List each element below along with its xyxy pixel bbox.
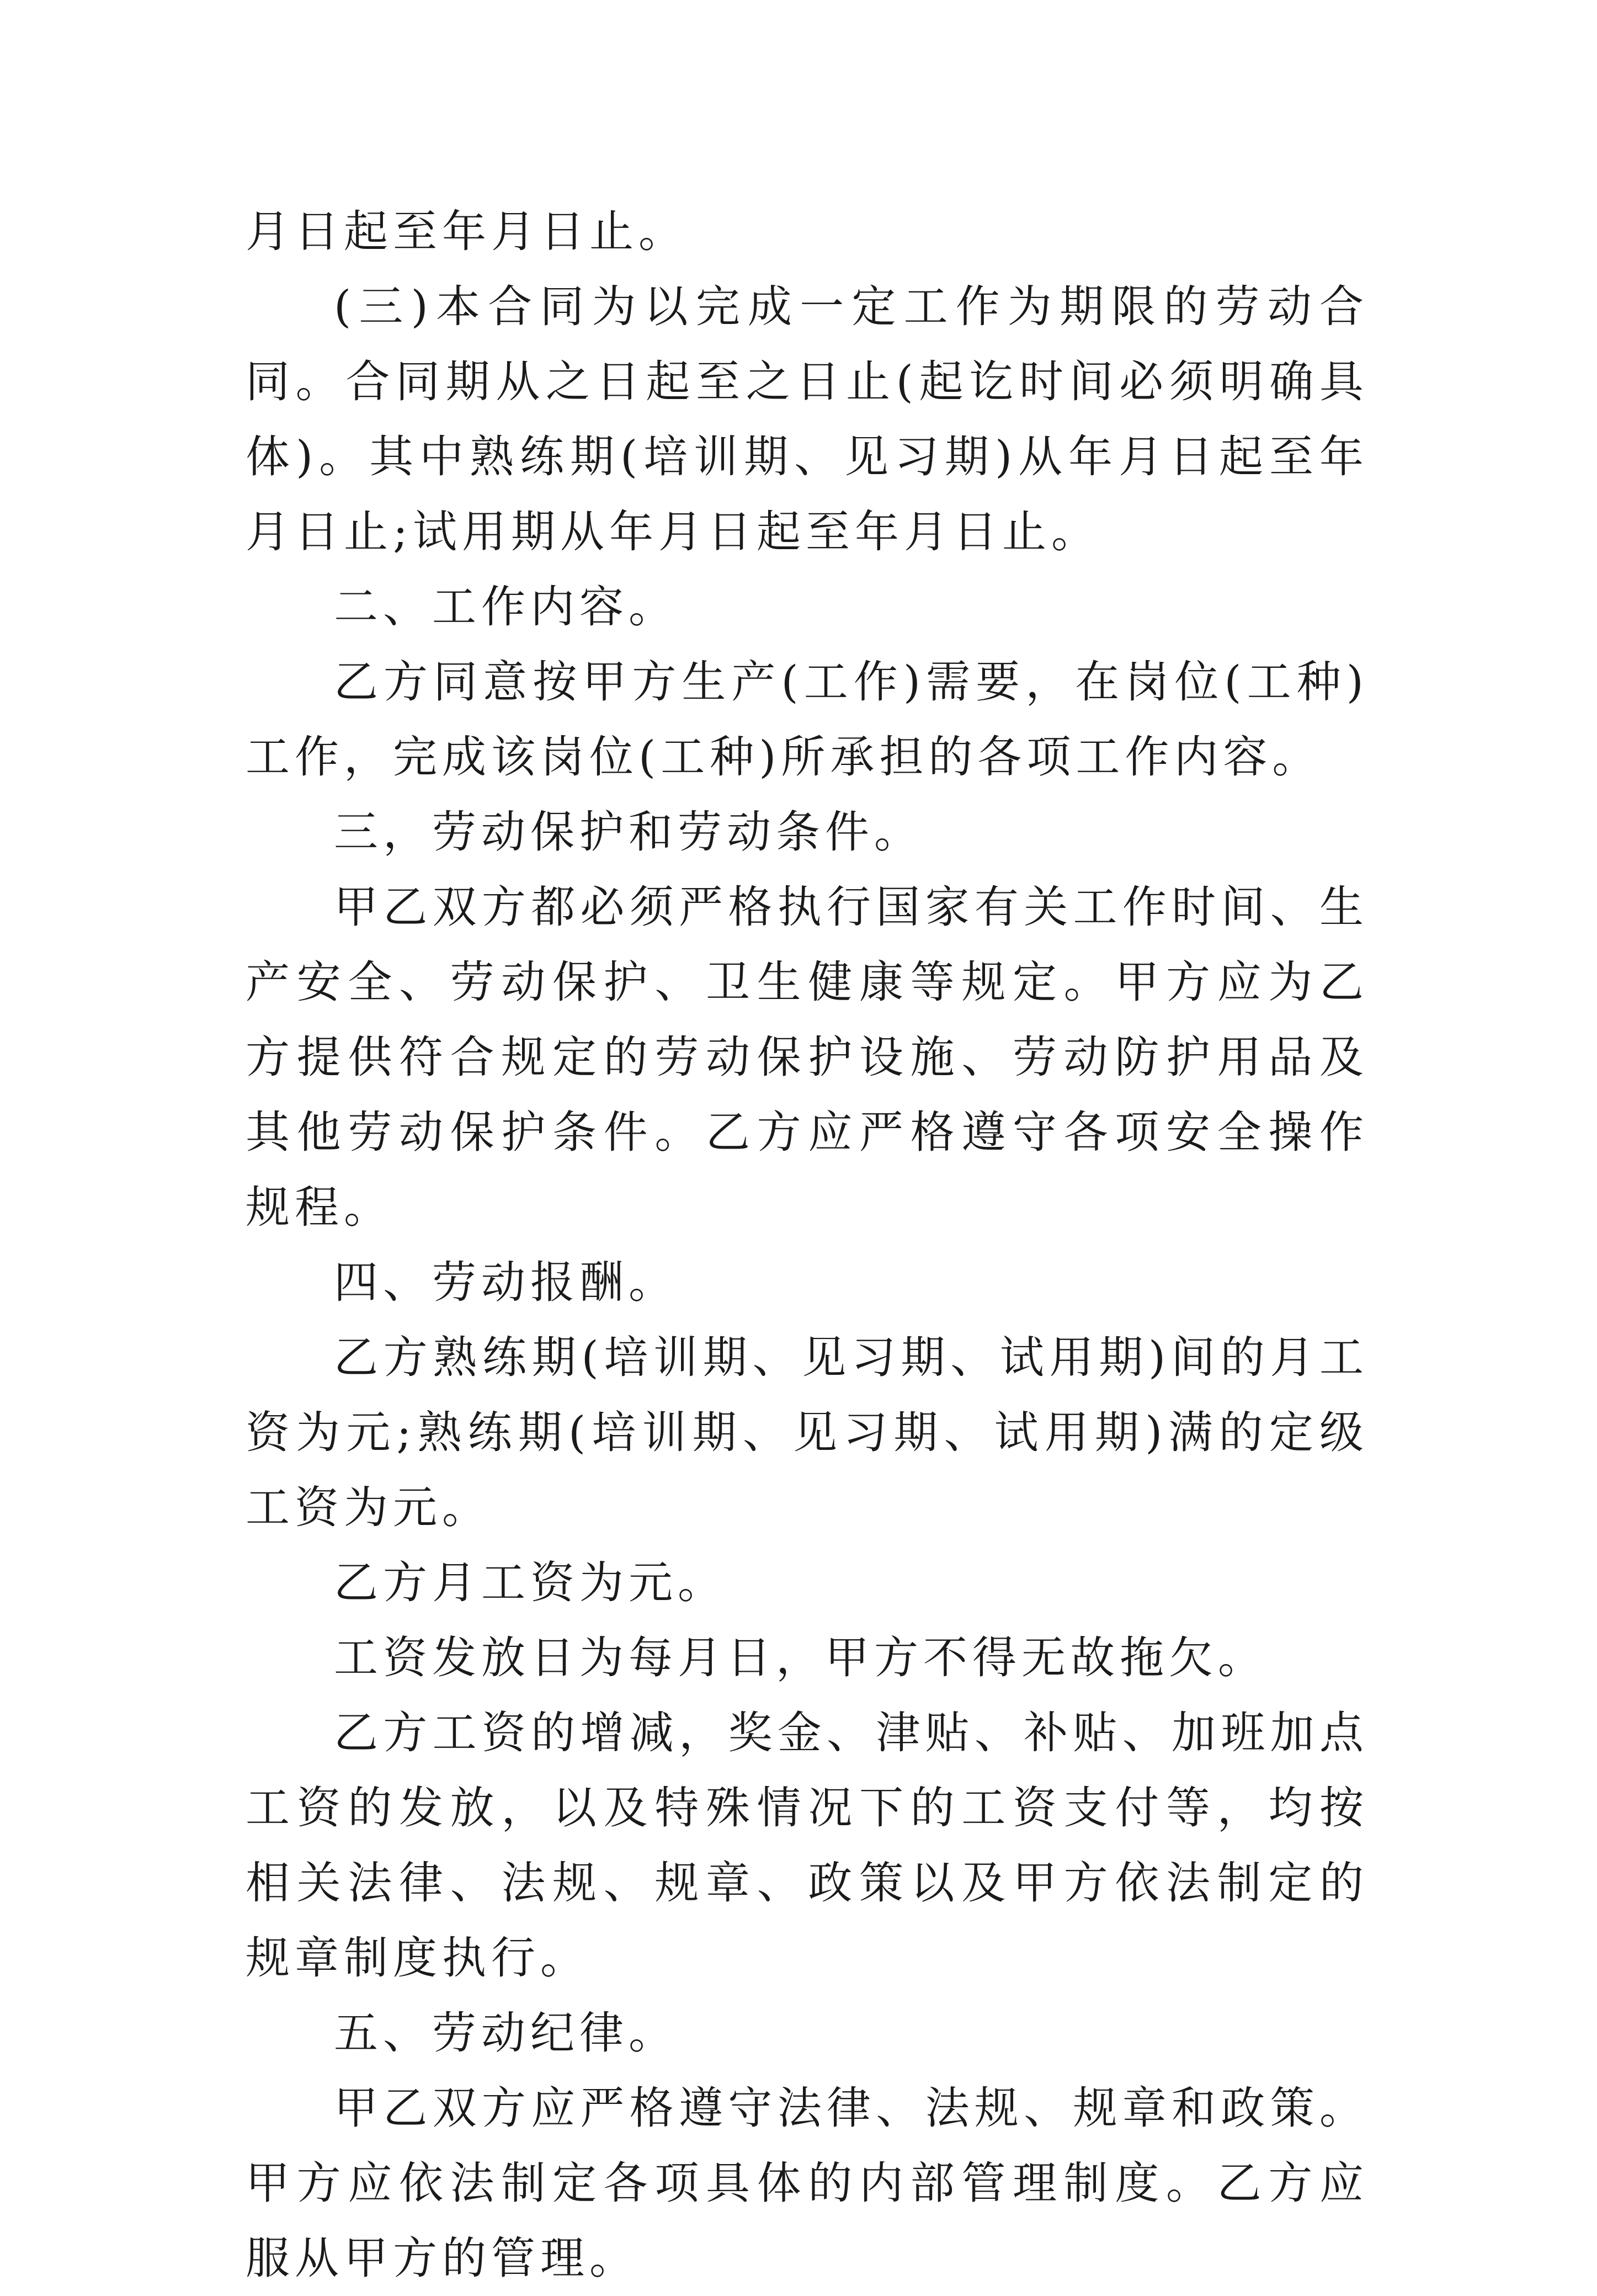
section-heading-work-content: 二、工作内容。	[334, 581, 678, 633]
paragraph-date-range-end: 月日起至年月日止。	[246, 206, 688, 257]
document-body	[246, 194, 1369, 2296]
paragraph-probation-wage: 乙方熟练期(培训期、见习期、试用期)间的月工资为元;熟练期(培训期、见习期、试用期)满的定级工资为元。	[246, 1332, 1369, 1533]
paragraph-contract-term-three: (三)本合同为以完成一定工作为期限的劳动合同。合同期从之日起至之日止(起讫时间必须明确具体)。其中熟练期(培训期、见习期)从年月日起至年月日止;试用期从年月日起至年月日止。	[246, 281, 1369, 557]
paragraph-monthly-wage: 乙方月工资为元。	[334, 1557, 727, 1608]
section-heading-remuneration: 四、劳动报酬。	[334, 1257, 678, 1308]
paragraph-pay-day: 工资发放日为每月日，甲方不得无故拖欠。	[334, 1632, 1267, 1683]
paragraph-work-content: 乙方同意按甲方生产(工作)需要，在岗位(工种)工作，完成该岗位(工种)所承担的各项工作内容。	[246, 656, 1369, 783]
paragraph-labor-discipline: 甲乙双方应严格遵守法律、法规、规章和政策。甲方应依法制定各项具体的内部管理制度。乙方应服从甲方的管理。	[246, 2082, 1369, 2284]
section-heading-labor-discipline: 五、劳动纪律。	[334, 2007, 678, 2059]
paragraph-labor-protection: 甲乙双方都必须严格执行国家有关工作时间、生产安全、劳动保护、卫生健康等规定。甲方应为乙方提供符合规定的劳动保护设施、劳动防护用品及其他劳动保护条件。乙方应严格遵守各项安全操作规程。	[246, 881, 1369, 1233]
section-heading-labor-protection: 三，劳动保护和劳动条件。	[334, 806, 923, 858]
paragraph-wage-adjustments: 乙方工资的增减，奖金、津贴、补贴、加班加点工资的发放，以及特殊情况下的工资支付等，均按相关法律、法规、规章、政策以及甲方依法制定的规章制度执行。	[246, 1707, 1369, 1984]
